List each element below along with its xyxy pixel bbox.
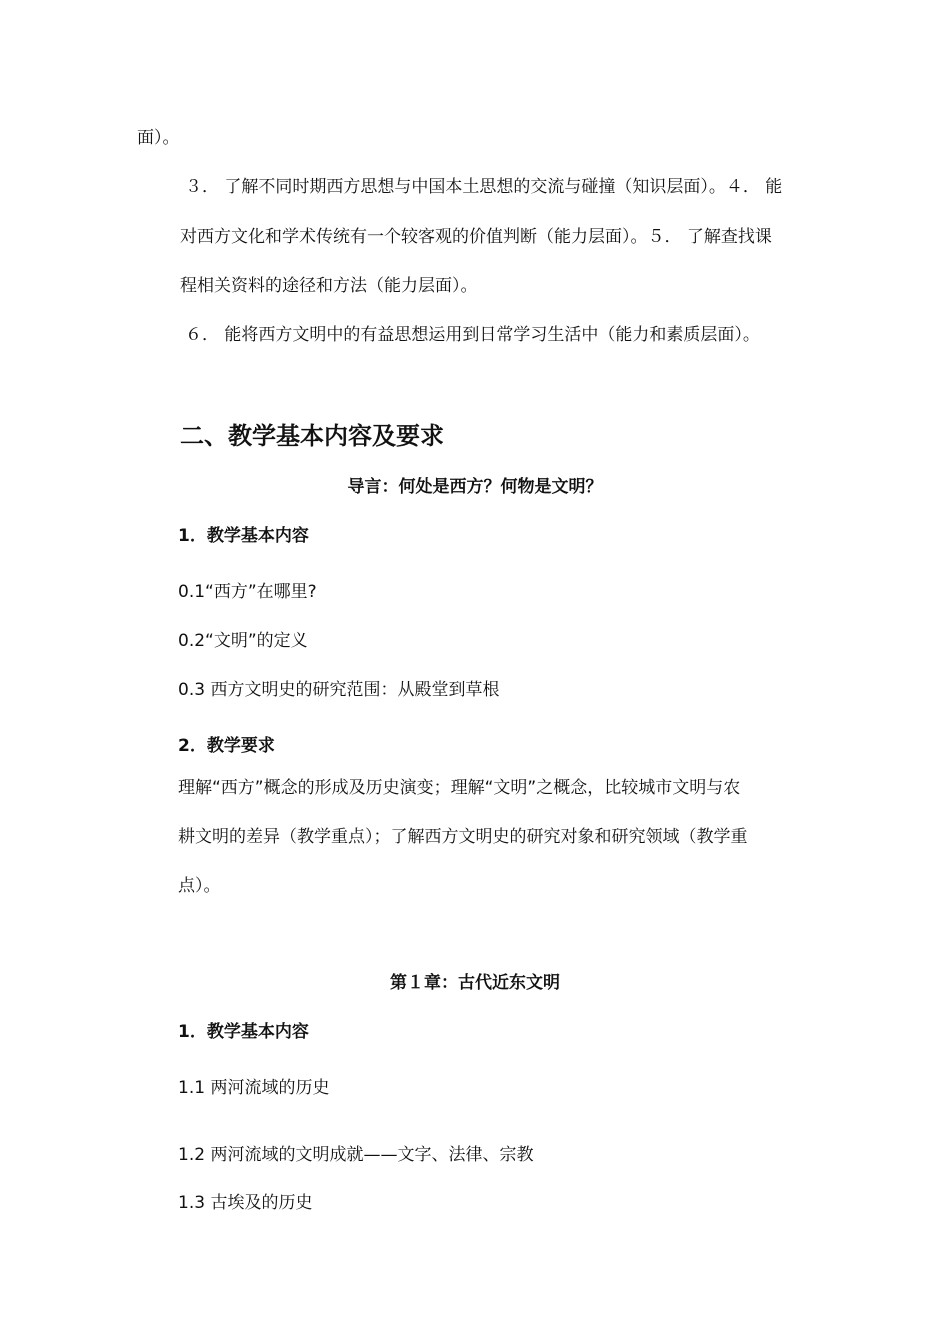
objective-item-6: ６． 能将西方文明中的有益思想运用到日常学习生活中（能力和素质层面）。 <box>185 325 760 345</box>
chapter-1-item-1-2: 1.2 两河流域的文明成就——文字、法律、宗教 <box>178 1145 534 1165</box>
objective-item-3-line-1: ３． 了解不同时期西方思想与中国本土思想的交流与碰撞（知识层面）。４． 能 <box>185 177 783 197</box>
objective-item-3-line-3: 程相关资料的途径和方法（能力层面）。 <box>180 276 478 296</box>
intro-requirements-line-3: 点）。 <box>178 876 221 896</box>
intro-title: 导言：何处是西方？何物是文明？ <box>347 477 603 497</box>
chapter-1-content-heading: 1．教学基本内容 <box>178 1022 309 1042</box>
chapter-1-item-1-3: 1.3 古埃及的历史 <box>178 1193 313 1213</box>
intro-item-0-1: 0.1“西方”在哪里? <box>178 582 317 602</box>
intro-item-0-2: 0.2“文明”的定义 <box>178 631 308 651</box>
chapter-1-title: 第１章：古代近东文明 <box>390 973 560 993</box>
objective-continuation: 面）。 <box>137 128 180 148</box>
intro-content-heading: 1．教学基本内容 <box>178 526 309 546</box>
chapter-1-item-1-1: 1.1 两河流域的历史 <box>178 1078 330 1098</box>
intro-requirements-line-1: 理解“西方”概念的形成及历史演变；理解“文明”之概念，比较城市文明与农 <box>178 778 741 798</box>
intro-requirements-heading: 2．教学要求 <box>178 736 275 756</box>
objective-item-3-line-2: 对西方文化和学术传统有一个较客观的价值判断（能力层面）。５． 了解查找课 <box>180 227 772 247</box>
intro-item-0-3: 0.3 西方文明史的研究范围：从殿堂到草根 <box>178 680 500 700</box>
intro-requirements-line-2: 耕文明的差异（教学重点）；了解西方文明史的研究对象和研究领域（教学重 <box>178 827 748 847</box>
section-heading: 二、教学基本内容及要求 <box>180 422 444 450</box>
